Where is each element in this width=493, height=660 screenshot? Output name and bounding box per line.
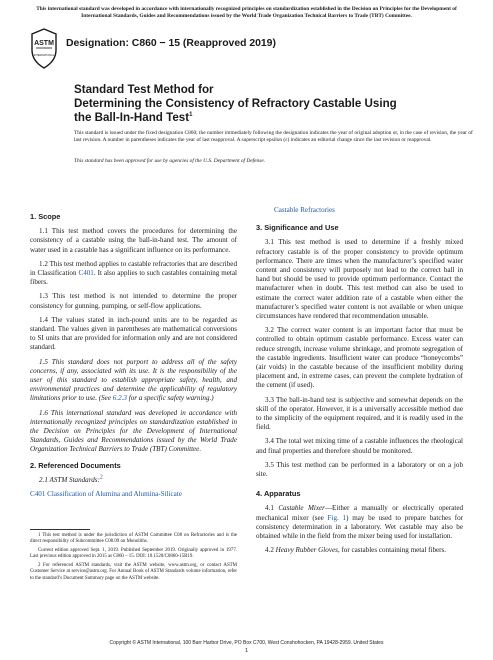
para-1-1: 1.1 This test method covers the procedures for determining the consistency of a castable using the ball-in-hand test. The amount of water used in a castable has a significant influence on its performance. <box>30 227 237 254</box>
footnote-1-continued: Current edition approved Sept. 1, 2019. Published September 2019. Originally approved in 1977. Last previous edition approved in 2015 as C860 – 15. DOI: 10.1520/C0860-15R19. <box>30 548 237 560</box>
footnote-divider <box>30 529 90 530</box>
page-number: 1 <box>244 648 249 654</box>
para-4-1-text-a: —Either a manually or electrically operated mechanical mixer (see <box>256 504 464 522</box>
para-4-1-text-b: ) may be used to prepare batches for consistency determination in a laboratory. Wet castable may also be obtained while in the field from the mixer being used for installation. <box>256 513 463 541</box>
rubber-gloves-term: Heavy Rubber Gloves, <box>275 546 340 555</box>
copyright-notice: This international standard was developed in accordance with internationally recognized principles on standardization established in the Decision on Principles for the Development of International Standards, Guides and Recommendations issued by the World Trade Organization Technical Barriers to Trade (TBT) Committee. <box>36 6 457 19</box>
para-3-4: 3.4 The total wet mixing time of a castable influences the rheological and final properties and therefore should be monitored. <box>256 437 463 455</box>
title-line-3 <box>74 111 192 125</box>
para-1-5-text-a: 1.5 This standard does not purport to address all of the safety concerns, if any, associated with its use. It is the responsibility of the user of this standard to establish appropriate safety, health, and environmental practices and determine the applicability of regulatory limitations prior to use. (See <box>30 357 237 403</box>
para-1-5-text-b: for a specific safety warning.) <box>126 394 214 403</box>
svg-text:INTERNATIONAL: INTERNATIONAL <box>33 54 55 57</box>
designation: Designation: C860 − 15 (Reapproved 2019) <box>66 38 276 49</box>
para-1-2 <box>30 260 237 288</box>
para-1-4: 1.4 The values stated in inch-pound units are to be regarded as standard. The values given in parentheses are mathematical conversions to SI units that are provided for information only and are not considered standard. <box>30 315 237 352</box>
footnote-2: 2 For referenced ASTM standards, visit the ASTM website, www.astm.org, or contact ASTM Customer Service at service@astm.org. For Annual Book of ASTM Standards volume information, refer to the standard’s Document Summary page on the ASTM website. <box>30 563 237 581</box>
para-1-5 <box>30 358 237 404</box>
significance-heading: 3. Significance and Use <box>256 223 339 233</box>
copyright-footer: Copyright © ASTM International, 100 Barr Harbor Drive, PO Box C700, West Conshohocken, PA 19428-2959. United States <box>109 640 384 646</box>
section-6-2-3-link[interactable]: 6.2.3 <box>112 394 127 403</box>
para-3-5: 3.5 This test method can be performed in a laboratory or on a job site. <box>256 460 463 479</box>
title-line-2: Determining the Consistency of Refractory Castable Using <box>74 97 397 110</box>
para-4-2-text: for castables containing metal fibers. <box>339 546 447 555</box>
para-1-3: 1.3 This test method is not intended to determine the proper consistency for gunning, pumping, or self-flow applications. <box>30 292 237 310</box>
title-footnote-ref: 1 <box>189 112 193 119</box>
title-line-3-text: the Ball-In-Hand Test <box>74 111 190 124</box>
para-1-2-text-b: . It also applies to such castables containing metal fibers. <box>30 269 238 287</box>
para-3-2: 3.2 The correct water content is an important factor that must be controlled to obtain optimum castable performance. Excess water can reduce strength, increase volume shrinkage, and promote segregation of the castable ingredients. Insufficient water can produce “honeycombs” (air voids) in the castable because of the insufficient mobility during placement and, in extreme cases, can prevent the complete hydration of the cement (if used). <box>256 326 463 390</box>
right-column <box>256 206 463 561</box>
para-4-2 <box>256 546 463 555</box>
para-2-1 <box>30 476 237 485</box>
left-column <box>30 206 237 499</box>
c401-reference-link[interactable]: C401 Classification of Alumina and Alumina-Silicate <box>30 490 182 499</box>
para-1-6: 1.6 This international standard was developed in accordance with internationally recognized principles on standardization established in the Decision on Principles for the Development of International Standards, Guides and Recommendations issued by the World Trade Organization Technical Barriers to Trade (TBT) Committee. <box>30 408 237 454</box>
astm-logo <box>30 28 58 70</box>
para-1-2-text-a: 1.2 This test method applies to castable refractories that are described in Classification <box>30 259 237 278</box>
para-4-1-num: 4.1 <box>265 504 279 513</box>
castable-mixer-term: Castable Mixer <box>278 504 325 513</box>
approval-note: This standard has been approved for use by agencies of the U.S. Department of Defense. <box>74 158 266 164</box>
para-3-3: 3.3 The ball-in-hand test is subjective and somewhat depends on the skill of the operator. However, it is a universally accessible method due to the simplicity of the equipment required, and it is readily used in the field. <box>256 395 463 432</box>
referenced-heading: 2. Referenced Documents <box>30 460 121 470</box>
para-2-1-text: 2.1 ASTM Standards: <box>39 475 100 484</box>
fig-1-link[interactable]: Fig. 1 <box>327 513 347 522</box>
c401-reference-link-continued[interactable]: Castable Refractories <box>274 206 335 214</box>
footnote-1: 1 This test method is under the jurisdiction of ASTM Committee C08 on Refractories and is the direct responsibility of Subcommittee C08.09 on Monoliths. <box>30 533 237 545</box>
apparatus-heading: 4. Apparatus <box>256 489 301 499</box>
title-line-1: Standard Test Method for <box>74 83 214 96</box>
svg-text:ASTM: ASTM <box>34 40 54 47</box>
para-3-1: 3.1 This test method is used to determine if a freshly mixed refractory castable is of the proper consistency to provide optimum performance. There are times when the manufacturer’s specified water content and consistency will purposely not lead to the correct ball in hand but should be used to provide optimum performance. Contact the manufacturer when in doubt. This test method can also be used to estimate the correct water addition rate of a castable when either the manufacturer’s specified water content is not available or when unique circumstances have rendered that recommendation unusable. <box>256 238 463 321</box>
footnotes <box>30 533 237 585</box>
para-4-1 <box>256 504 463 541</box>
c401-link[interactable]: C401 <box>78 269 94 278</box>
issue-note: This standard is issued under the fixed designation C860; the number immediately following the designation indicates the year of original adoption or, in the case of revision, the year of last revision. A number in parentheses indicates the year of last reapproval. A superscript epsilon (ε) indicates an editorial change since the last revision or reapproval. <box>74 130 473 144</box>
footnote-2-ref[interactable]: 2 <box>99 474 103 481</box>
scope-heading: 1. Scope <box>30 212 61 221</box>
para-4-2-num: 4.2 <box>265 546 276 555</box>
